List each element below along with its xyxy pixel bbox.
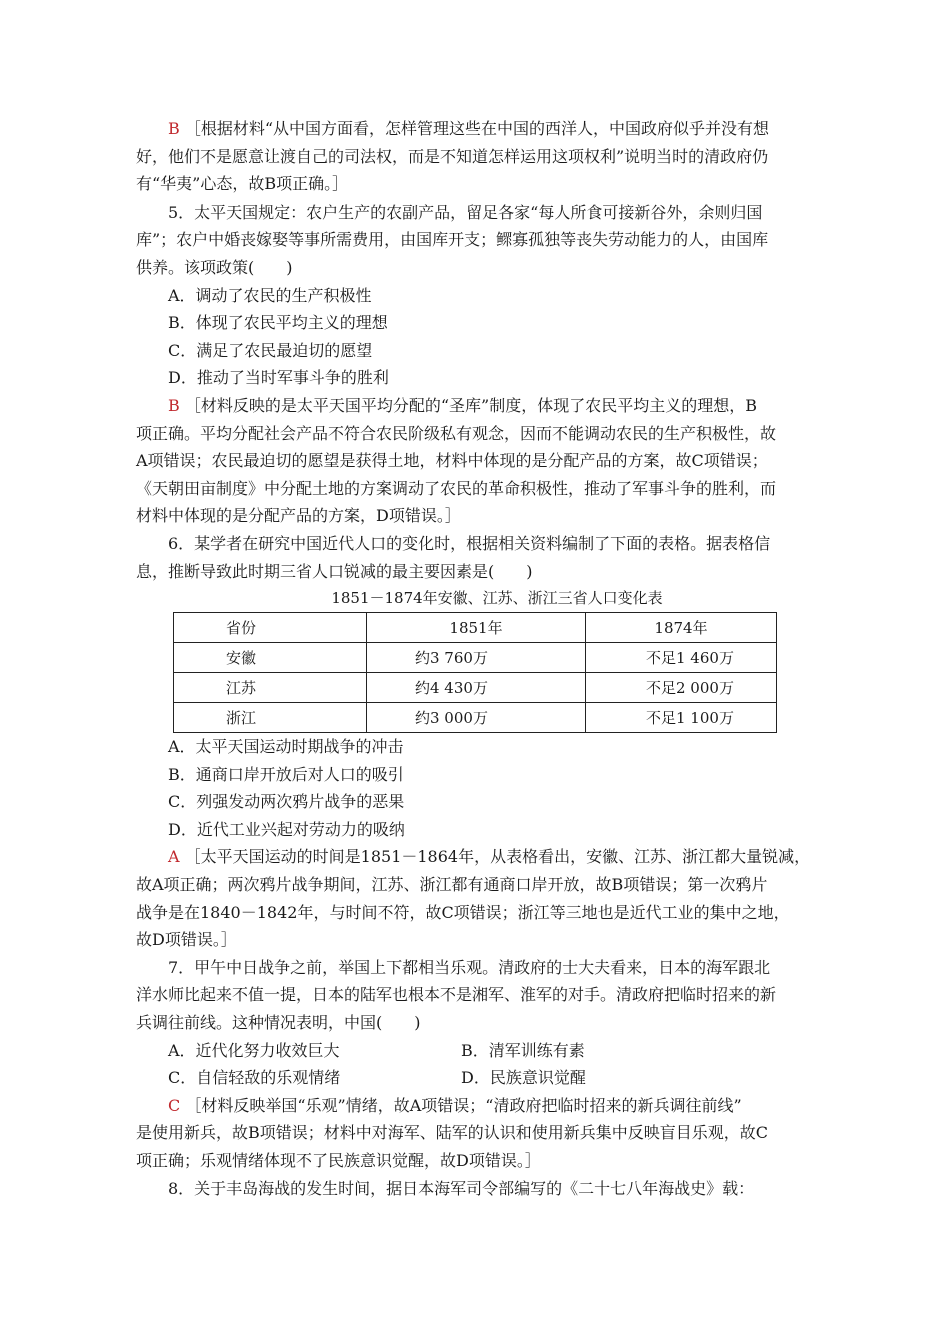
table-row bbox=[174, 703, 777, 733]
q6-option-d: D．近代工业兴起对劳动力的吸纳 bbox=[168, 819, 405, 839]
q4-answer-line: 好，他们不是愿意让渡自己的司法权，而是不知道怎样运用这项权利”说明当时的清政府仍 bbox=[136, 146, 769, 166]
q7-answer-letter: C bbox=[168, 1095, 181, 1115]
table-row bbox=[174, 673, 777, 703]
q4-answer-letter: B bbox=[168, 119, 180, 138]
q4-answer-line: 有“华夷”心态，故B项正确。］ bbox=[136, 174, 349, 194]
q5-stem-line: 5．太平天国规定：农户生产的农副产品，留足各家“每人所食可接新谷外，余则归国 bbox=[168, 202, 763, 222]
q5-option-b: B．体现了农民平均主义的理想 bbox=[168, 313, 388, 333]
table-row bbox=[174, 643, 777, 673]
table-cell: 安徽 bbox=[174, 643, 367, 673]
q7-options-row bbox=[136, 1037, 818, 1065]
population-table bbox=[173, 612, 777, 733]
q5-answer-letter: B bbox=[168, 395, 180, 415]
q6-answer-line: 故D项错误。］ bbox=[136, 930, 237, 950]
q5-option-c: C．满足了农民最迫切的愿望 bbox=[168, 340, 373, 360]
q7-option-c: C．自信轻敌的乐观情绪 bbox=[168, 1068, 341, 1088]
table-cell: 约3 760万 bbox=[367, 643, 586, 673]
q6-stem-line: 息，推断导致此时期三省人口锐减的最主要因素是( ) bbox=[136, 561, 533, 581]
table-cell: 约3 000万 bbox=[367, 703, 586, 733]
q7-stem-line: 兵调往前线。这种情况表明，中国( ) bbox=[136, 1013, 421, 1033]
q7-options-row bbox=[136, 1064, 818, 1092]
q7-answer-line: 是使用新兵，故B项错误；材料中对海军、陆军的认识和使用新兵集中反映盲目乐观，故C bbox=[136, 1123, 769, 1143]
q7-answer-line: C ［材料反映举国“乐观”情绪，故A项错误；“清政府把临时招来的新兵调往前线” bbox=[168, 1095, 742, 1115]
q7-stem-line: 7．甲午中日战争之前，举国上下都相当乐观。清政府的士大夫看来，日本的海军跟北 bbox=[168, 957, 771, 977]
table-cell: 约4 430万 bbox=[367, 673, 586, 703]
table-cell: 不足1 100万 bbox=[586, 703, 777, 733]
table-cell: 江苏 bbox=[174, 673, 367, 703]
table-header-cell: 1874年 bbox=[586, 613, 777, 643]
table-cell: 不足2 000万 bbox=[586, 673, 777, 703]
q5-answer-line: B ［材料反映的是太平天国平均分配的“圣库”制度，体现了农民平均主义的理想，B bbox=[168, 395, 757, 415]
q6-answer-line: 战争是在1840－1842年，与时间不符，故C项错误；浙江等三地也是近代工业的集中之地， bbox=[136, 902, 790, 922]
q5-stem-line: 库”；农户中婚丧嫁娶等事所需费用，由国库开支；鳏寡孤独等丧失劳动能力的人，由国库 bbox=[136, 230, 769, 250]
table-cell: 不足1 460万 bbox=[586, 643, 777, 673]
q6-option-c: C．列强发动两次鸦片战争的恶果 bbox=[168, 792, 405, 812]
q6-option-a: A．太平天国运动时期战争的冲击 bbox=[168, 737, 404, 757]
q5-answer-line: 项正确。平均分配社会产品不符合农民阶级私有观念，因而不能调动农民的生产积极性，故 bbox=[136, 423, 777, 443]
q5-option-d: D．推动了当时军事斗争的胜利 bbox=[168, 368, 389, 388]
q7-answer-line: 项正确；乐观情绪体现不了民族意识觉醒，故D项错误。］ bbox=[136, 1151, 541, 1170]
q6-option-b: B．通商口岸开放后对人口的吸引 bbox=[168, 764, 404, 784]
q7-option-a: A．近代化努力收效巨大 bbox=[168, 1040, 340, 1060]
q5-option-a: A．调动了农民的生产积极性 bbox=[168, 285, 372, 305]
q4-answer-line: B ［根据材料“从中国方面看，怎样管理这些在中国的西洋人，中国政府似乎并没有想 bbox=[168, 119, 770, 138]
table-cell: 浙江 bbox=[174, 703, 367, 733]
q7-option-d: D．民族意识觉醒 bbox=[461, 1068, 586, 1088]
q7-stem-line: 洋水师比起来不值一提，日本的陆军也根本不是湘军、淮军的对手。清政府把临时招来的新 bbox=[136, 985, 777, 1005]
document-page bbox=[136, 115, 818, 1202]
q6-answer-line: 故A项正确；两次鸦片战争期间，江苏、浙江都有通商口岸开放，故B项错误；第一次鸦片 bbox=[136, 875, 768, 895]
table-header-cell: 1851年 bbox=[367, 613, 586, 643]
table-caption: 1851－1874年安徽、江苏、浙江三省人口变化表 bbox=[331, 589, 663, 608]
q5-answer-line: 《天朝田亩制度》中分配土地的方案调动了农民的革命积极性，推动了军事斗争的胜利，而 bbox=[136, 478, 777, 498]
q7-option-b: B．清军训练有素 bbox=[461, 1040, 585, 1060]
table-header-cell: 省份 bbox=[174, 613, 367, 643]
table-header-row bbox=[174, 613, 777, 643]
q8-stem-line: 8．关于丰岛海战的发生时间，据日本海军司令部编写的《二十七八年海战史》载： bbox=[168, 1178, 755, 1198]
q6-answer-line: A ［太平天国运动的时间是1851－1864年，从表格看出，安徽、江苏、浙江都大量锐减， bbox=[168, 847, 811, 867]
q5-answer-line: 材料中体现的是分配产品的方案，D项错误。］ bbox=[136, 506, 461, 526]
q5-stem-line: 供养。该项政策( ) bbox=[136, 257, 293, 277]
q5-answer-line: A项错误；农民最迫切的愿望是获得土地，材料中体现的是分配产品的方案，故C项错误； bbox=[136, 451, 768, 471]
q6-stem-line: 6．某学者在研究中国近代人口的变化时，根据相关资料编制了下面的表格。据表格信 bbox=[168, 533, 771, 553]
q6-answer-letter: A bbox=[168, 847, 180, 867]
